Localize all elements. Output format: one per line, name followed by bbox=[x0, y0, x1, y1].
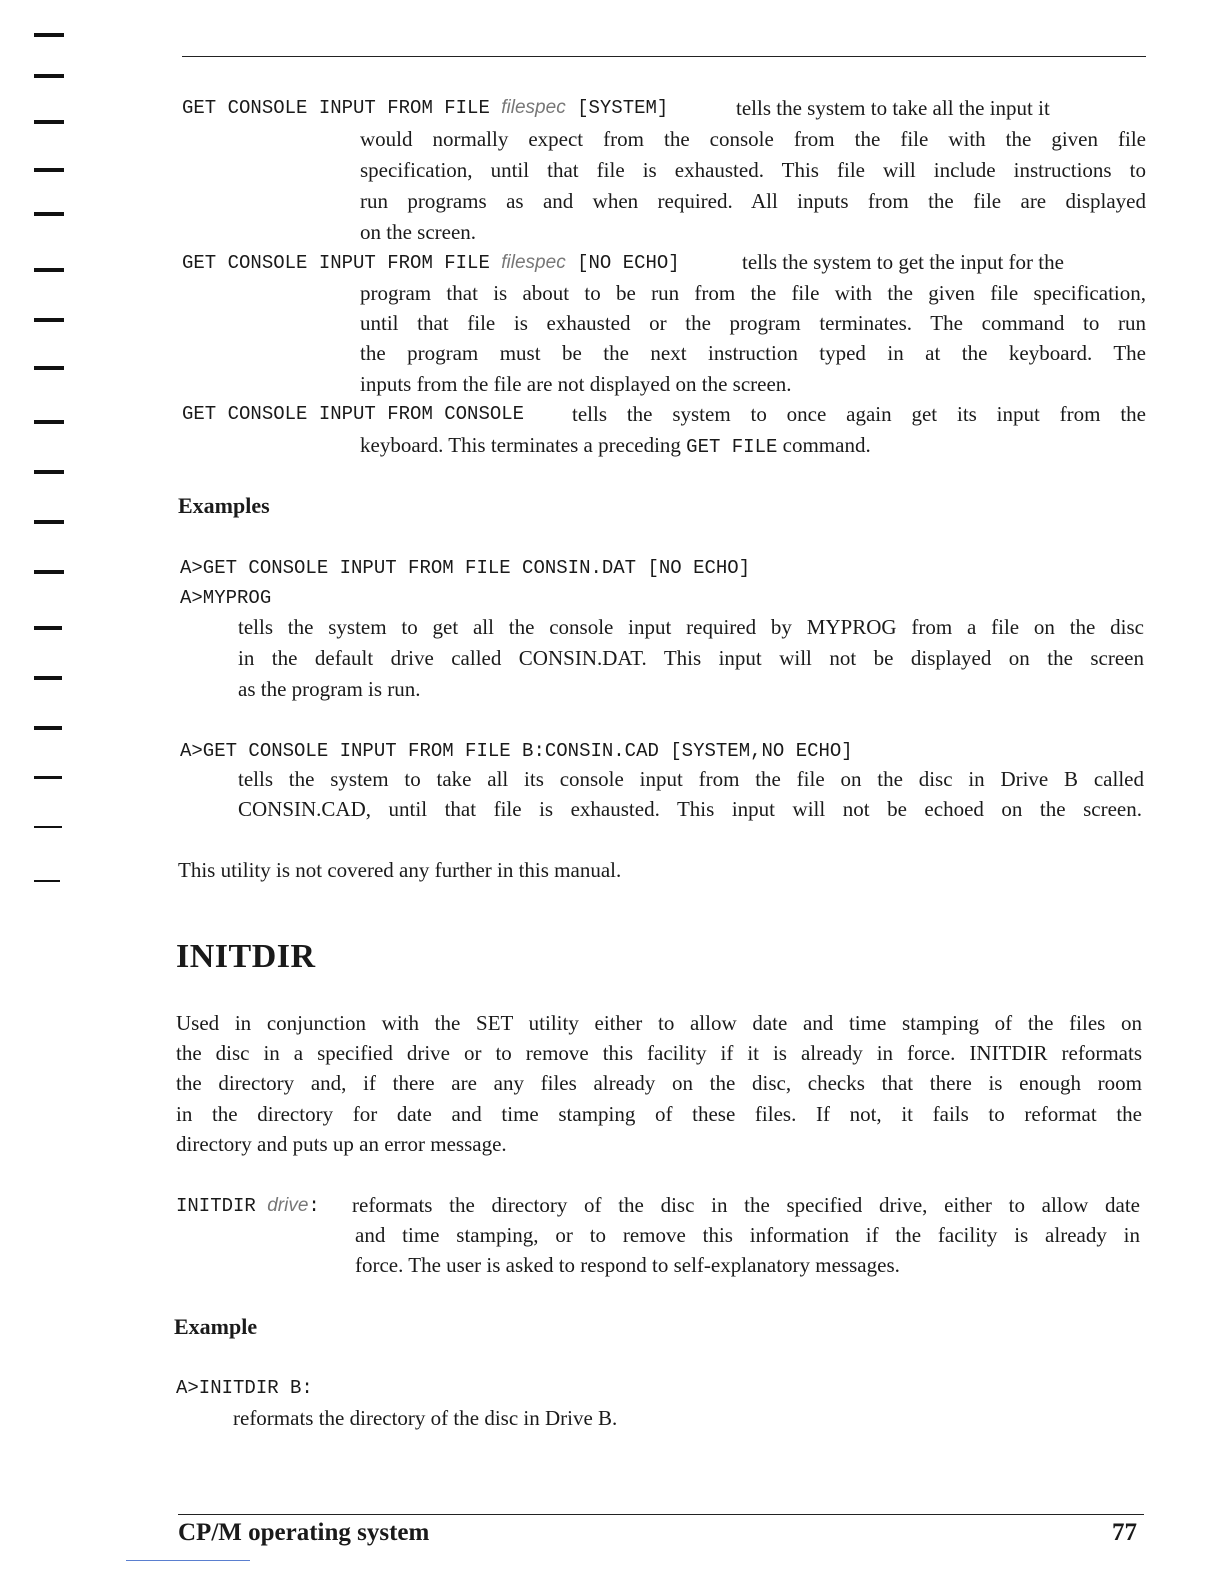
entry-2-line-3: until that file is exhausted or the program terminates. The command to run bbox=[360, 311, 1146, 335]
example-2-line-1: tells the system to take all its console input from the file on the disc in Drive B called bbox=[238, 767, 1144, 791]
initdir-para-line-4: in the directory for date and time stamping of these files. If not, it fails to reformat the bbox=[176, 1102, 1142, 1126]
entry-1-line-2: would normally expect from the console from the file with the given file bbox=[360, 127, 1146, 151]
command-text: GET CONSOLE INPUT FROM CONSOLE bbox=[182, 403, 525, 425]
margin-mark bbox=[34, 120, 64, 124]
example-1-line-2: in the default drive called CONSIN.DAT. This input will not be displayed on the screen bbox=[238, 646, 1144, 670]
entry-3-line-2 bbox=[360, 433, 871, 459]
example-1-command-2: A>MYPROG bbox=[180, 587, 272, 609]
margin-mark bbox=[34, 366, 64, 370]
margin-mark bbox=[34, 33, 64, 37]
entry-1-line-4: run programs as and when required. All inputs from the file are displayed bbox=[360, 189, 1146, 213]
margin-mark bbox=[34, 676, 62, 680]
margin-mark bbox=[34, 212, 64, 216]
margin-mark bbox=[34, 570, 64, 574]
margin-mark bbox=[34, 420, 64, 424]
margin-mark bbox=[34, 776, 62, 779]
margin-mark bbox=[34, 626, 62, 630]
initdir-command bbox=[176, 1195, 320, 1217]
entry-1-line-3: specification, until that file is exhausted. This file will include instructions to bbox=[360, 158, 1146, 182]
margin-mark bbox=[34, 470, 64, 474]
entry-2-line-2: program that is about to be run from the file with the given file specification, bbox=[360, 281, 1146, 305]
command-text: GET CONSOLE INPUT FROM FILE bbox=[182, 252, 490, 274]
scan-edge-line bbox=[126, 1560, 250, 1561]
entry-2-command bbox=[182, 252, 680, 274]
entry-2-line-4: the program must be the next instruction typed in at the keyboard. The bbox=[360, 341, 1146, 365]
examples-heading: Examples bbox=[178, 493, 270, 518]
example-1-line-3: as the program is run. bbox=[238, 677, 421, 701]
entry-2-line-1: tells the system to get the input for the bbox=[742, 250, 1064, 274]
margin-mark bbox=[34, 826, 62, 828]
page-number: 77 bbox=[1112, 1519, 1137, 1546]
example-1-line-1: tells the system to get all the console input required by MYPROG from a file on the disc bbox=[238, 615, 1144, 639]
not-covered-note: This utility is not covered any further in this manual. bbox=[178, 858, 622, 882]
entry-3-text-end: command. bbox=[782, 433, 871, 457]
entry-1-line-5: on the screen. bbox=[360, 220, 477, 244]
example-2-line-2: CONSIN.CAD, until that file is exhausted. This input will not be echoed on the screen. bbox=[238, 797, 1142, 821]
entry-3-code: GET FILE bbox=[686, 436, 778, 458]
command-text: INITDIR bbox=[176, 1195, 256, 1217]
initdir-entry-line-2: and time stamping, or to remove this information if the facility is already in bbox=[355, 1223, 1140, 1247]
colon-text: : bbox=[308, 1195, 320, 1217]
example-heading: Example bbox=[174, 1314, 258, 1339]
margin-mark bbox=[34, 318, 64, 322]
entry-3-text: keyboard. This terminates a preceding bbox=[360, 433, 681, 457]
example-3-line: reformats the directory of the disc in Drive B. bbox=[233, 1406, 618, 1430]
margin-mark bbox=[34, 268, 64, 272]
initdir-entry-line-1: reformats the directory of the disc in the specified drive, either to allow date bbox=[352, 1193, 1140, 1217]
param-text: filespec bbox=[501, 97, 566, 118]
initdir-para-line-1: Used in conjunction with the SET utility either to allow date and time stamping of the files on bbox=[176, 1011, 1142, 1035]
initdir-para-line-3: the directory and, if there are any files already on the disc, checks that there is enough room bbox=[176, 1071, 1142, 1095]
entry-1-command bbox=[182, 97, 668, 119]
section-title: INITDIR bbox=[176, 938, 316, 975]
example-3-command: A>INITDIR B: bbox=[176, 1377, 313, 1399]
option-text: [NO ECHO] bbox=[577, 252, 680, 274]
margin-mark bbox=[34, 168, 64, 172]
margin-mark bbox=[34, 520, 64, 524]
margin-mark bbox=[34, 880, 60, 882]
footer-title: CP/M operating system bbox=[178, 1519, 430, 1546]
entry-1-line-1: tells the system to take all the input it bbox=[736, 96, 1050, 120]
top-rule bbox=[182, 56, 1146, 57]
entry-3-line-1: tells the system to once again get its input from the bbox=[572, 402, 1146, 426]
entry-3-command bbox=[182, 403, 524, 425]
param-text: filespec bbox=[501, 252, 566, 273]
initdir-para-line-2: the disc in a specified drive or to remove this facility if it is already in force. INITDIR reformats bbox=[176, 1041, 1142, 1065]
initdir-entry-line-3: force. The user is asked to respond to self-explanatory messages. bbox=[355, 1253, 900, 1277]
margin-mark bbox=[34, 726, 62, 730]
entry-2-line-5: inputs from the file are not displayed on the screen. bbox=[360, 372, 792, 396]
example-2-command: A>GET CONSOLE INPUT FROM FILE B:CONSIN.CAD [SYSTEM,NO ECHO] bbox=[180, 740, 853, 762]
option-text: [SYSTEM] bbox=[577, 97, 669, 119]
initdir-para-line-5: directory and puts up an error message. bbox=[176, 1132, 507, 1156]
param-text: drive bbox=[267, 1195, 309, 1216]
example-1-command-1: A>GET CONSOLE INPUT FROM FILE CONSIN.DAT [NO ECHO] bbox=[180, 557, 751, 579]
footer-rule bbox=[178, 1514, 1144, 1515]
margin-mark bbox=[34, 74, 64, 78]
command-text: GET CONSOLE INPUT FROM FILE bbox=[182, 97, 490, 119]
